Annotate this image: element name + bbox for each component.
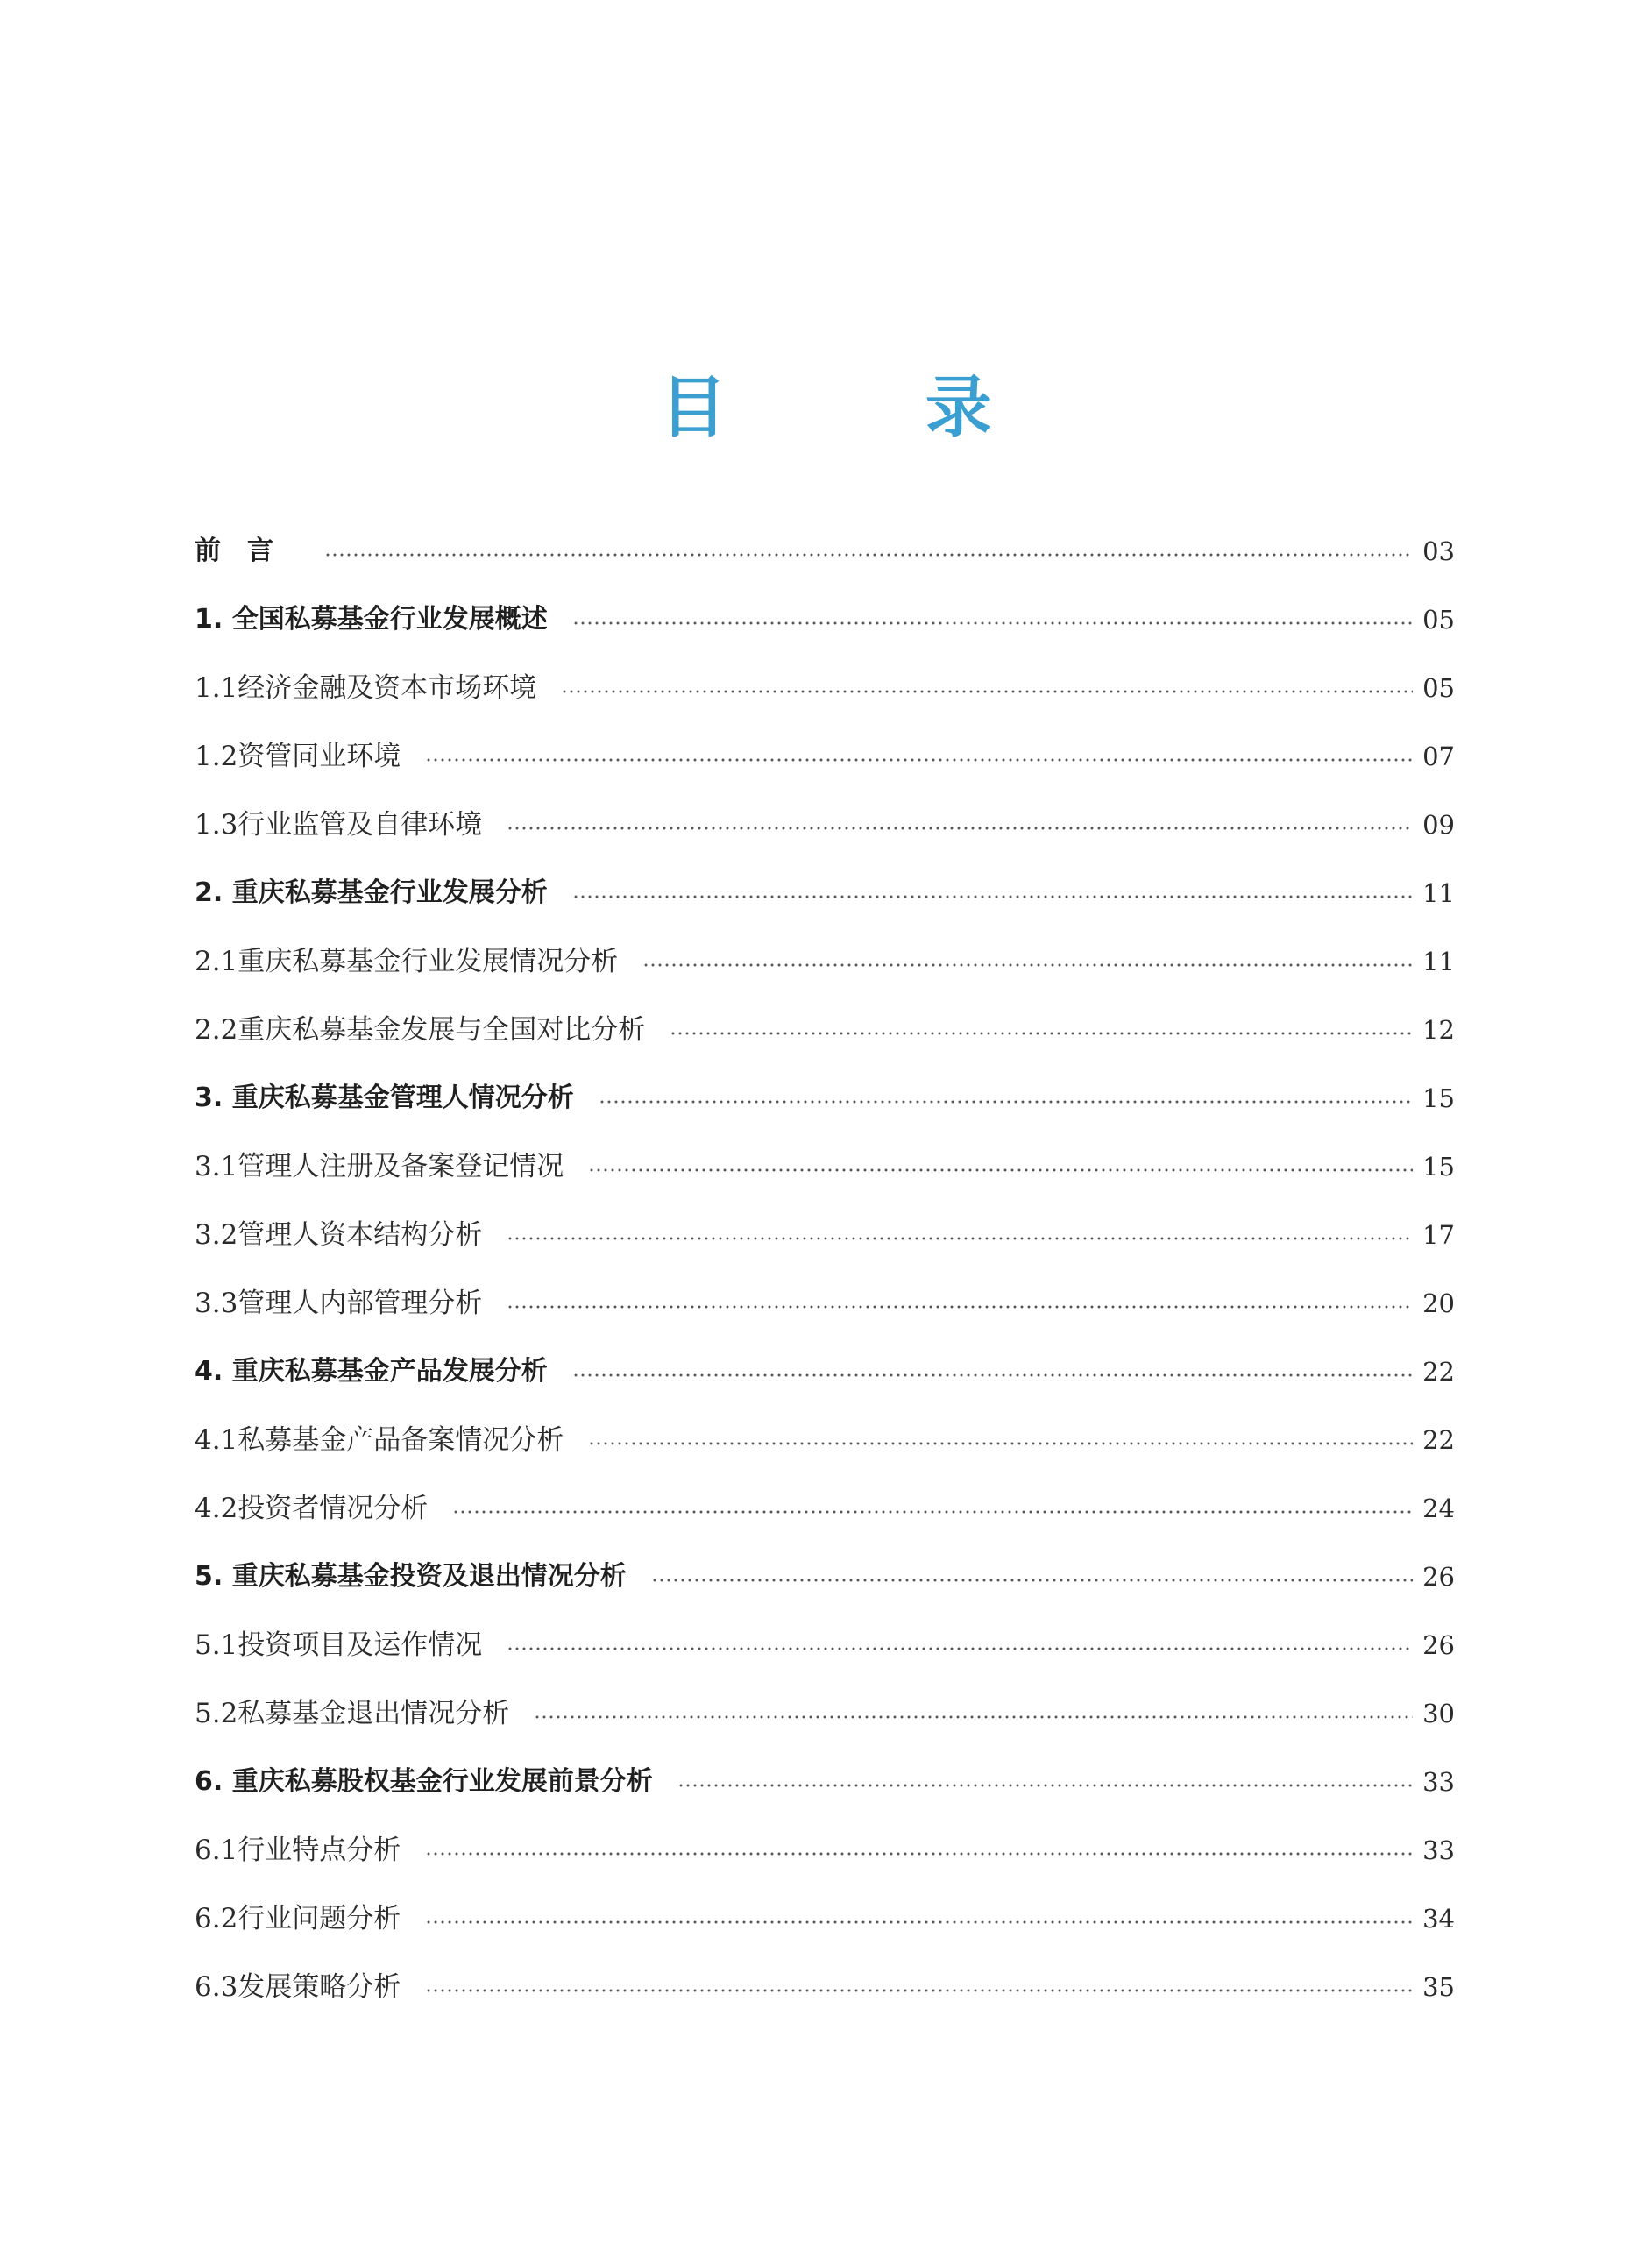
toc-page-number: 22 — [1422, 1357, 1455, 1387]
dot-leader — [588, 1168, 1413, 1172]
dot-leader — [425, 1852, 1413, 1856]
toc-entry-label: 2. 重庆私募基金行业发展分析 — [195, 877, 548, 908]
toc-chapter-entry[interactable] — [195, 517, 1455, 586]
dot-leader — [677, 1784, 1413, 1787]
dot-leader — [534, 1715, 1413, 1719]
toc-section-entry[interactable] — [195, 1679, 1455, 1748]
toc-entry-label: 前言 — [195, 536, 300, 566]
toc-entry-label: 6.1行业特点分析 — [195, 1835, 401, 1866]
toc-entry-label: 4.2投资者情况分析 — [195, 1493, 429, 1524]
toc-page-number: 33 — [1422, 1835, 1455, 1865]
toc-page-number: 30 — [1422, 1699, 1455, 1728]
toc-entry-label: 3.1管理人注册及备案登记情况 — [195, 1151, 564, 1182]
toc-section-entry[interactable] — [195, 1132, 1455, 1201]
toc-section-entry[interactable] — [195, 1269, 1455, 1338]
toc-section-entry[interactable] — [195, 996, 1455, 1064]
page-title: 目 录 — [660, 368, 1080, 446]
toc-chapter-entry[interactable] — [195, 586, 1455, 654]
toc-chapter-entry[interactable] — [195, 1338, 1455, 1406]
toc-page-number: 20 — [1422, 1288, 1455, 1318]
dot-leader — [588, 1442, 1413, 1445]
toc-chapter-entry[interactable] — [195, 1748, 1455, 1816]
toc-entry-label: 1.2资管同业环境 — [195, 741, 401, 772]
toc-chapter-entry[interactable] — [195, 1543, 1455, 1611]
toc-section-entry[interactable] — [195, 722, 1455, 791]
dot-leader — [507, 1305, 1413, 1309]
toc-entry-label: 3.2管理人资本结构分析 — [195, 1219, 483, 1251]
dot-leader — [425, 1920, 1413, 1924]
toc-section-entry[interactable] — [195, 1885, 1455, 1953]
toc-page-number: 15 — [1422, 1152, 1455, 1182]
toc-page-number: 35 — [1422, 1972, 1455, 2002]
toc-entry-label: 4.1私募基金产品备案情况分析 — [195, 1424, 564, 1456]
toc-page-number: 11 — [1422, 878, 1455, 908]
toc-page-number: 24 — [1422, 1494, 1455, 1523]
dot-leader — [425, 1989, 1413, 1992]
toc-section-entry[interactable] — [195, 791, 1455, 859]
toc-page-number: 07 — [1422, 742, 1455, 771]
toc-chapter-entry[interactable] — [195, 1064, 1455, 1132]
toc-section-entry[interactable] — [195, 927, 1455, 996]
toc-page-number: 05 — [1422, 605, 1455, 635]
toc-entry-label: 1.1经济金融及资本市场环境 — [195, 672, 537, 704]
table-of-contents — [195, 517, 1455, 2021]
toc-entry-label: 5.1投资项目及运作情况 — [195, 1629, 483, 1661]
toc-page-number: 12 — [1422, 1015, 1455, 1045]
toc-page-number: 33 — [1422, 1767, 1455, 1797]
dot-leader — [507, 827, 1413, 830]
dot-leader — [572, 621, 1413, 625]
toc-entry-label: 1. 全国私募基金行业发展概述 — [195, 604, 548, 635]
toc-entry-label: 6.3发展策略分析 — [195, 1971, 401, 2003]
dot-leader — [642, 963, 1413, 967]
toc-entry-label: 2.1重庆私募基金行业发展情况分析 — [195, 946, 619, 977]
dot-leader — [507, 1237, 1413, 1240]
dot-leader — [507, 1647, 1413, 1650]
toc-entry-label: 5. 重庆私募基金投资及退出情况分析 — [195, 1561, 627, 1592]
toc-page-number: 03 — [1422, 536, 1455, 566]
toc-section-entry[interactable] — [195, 654, 1455, 722]
toc-entry-label: 3. 重庆私募基金管理人情况分析 — [195, 1082, 574, 1113]
dot-leader — [599, 1100, 1413, 1104]
toc-section-entry[interactable] — [195, 1611, 1455, 1679]
toc-entry-label: 4. 重庆私募基金产品发展分析 — [195, 1356, 548, 1387]
toc-page-number: 05 — [1422, 673, 1455, 703]
toc-section-entry[interactable] — [195, 1953, 1455, 2021]
dot-leader — [425, 758, 1413, 762]
toc-entry-label: 3.3管理人内部管理分析 — [195, 1288, 483, 1319]
toc-page-number: 34 — [1422, 1904, 1455, 1934]
toc-entry-label: 5.2私募基金退出情况分析 — [195, 1698, 510, 1729]
toc-entry-label: 6.2行业问题分析 — [195, 1903, 401, 1934]
toc-page-number: 26 — [1422, 1630, 1455, 1660]
dot-leader — [324, 553, 1413, 557]
toc-section-entry[interactable] — [195, 1816, 1455, 1885]
toc-page-number: 22 — [1422, 1425, 1455, 1455]
dot-leader — [572, 1373, 1413, 1377]
toc-page-number: 26 — [1422, 1562, 1455, 1592]
toc-entry-label: 2.2重庆私募基金发展与全国对比分析 — [195, 1014, 646, 1046]
toc-section-entry[interactable] — [195, 1474, 1455, 1543]
toc-entry-label: 1.3行业监管及自律环境 — [195, 809, 483, 841]
dot-leader — [572, 895, 1413, 898]
toc-chapter-entry[interactable] — [195, 859, 1455, 927]
toc-section-entry[interactable] — [195, 1201, 1455, 1269]
toc-page-number: 17 — [1422, 1220, 1455, 1250]
toc-page-number: 15 — [1422, 1083, 1455, 1113]
dot-leader — [452, 1510, 1413, 1514]
toc-section-entry[interactable] — [195, 1406, 1455, 1474]
dot-leader — [651, 1579, 1413, 1582]
dot-leader — [670, 1032, 1413, 1035]
toc-page-number: 11 — [1422, 947, 1455, 976]
toc-page-number: 09 — [1422, 810, 1455, 840]
toc-entry-label: 6. 重庆私募股权基金行业发展前景分析 — [195, 1766, 653, 1797]
dot-leader — [561, 690, 1413, 693]
